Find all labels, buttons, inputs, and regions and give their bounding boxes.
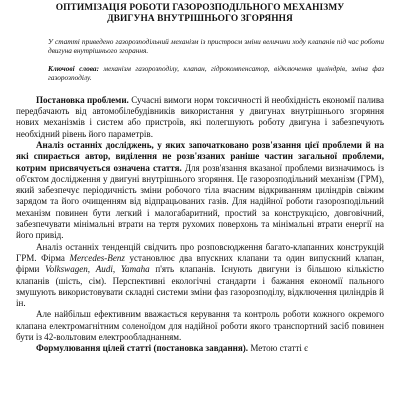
keywords-label: Ключові слова: — [48, 64, 100, 74]
keywords-text: механізм газорозподілу, клапан, гідрокомпенсатор, відключення циліндрів, зміна фаз газорозподілу. — [48, 64, 385, 83]
keywords — [16, 65, 384, 82]
trends-text-c: , — [87, 264, 96, 275]
trends-text-e: п'ять клапанів. Існують двигуни із більшою кількістю клапанів (шість, сім). Перспективні екологічні стандарти і бажання економії пального змушують використовувати складні системи зміни фаз газорозподілу, відключення циліндрів й ін. — [16, 264, 384, 309]
article-title-line-1: ОПТИМІЗАЦІЯ РОБОТИ ГАЗОРОЗПОДІЛЬНОГО МЕХАНІЗМУ — [55, 3, 345, 13]
literature-review-heading: Аналіз останніх досліджень, у яких започатковано розв'язання цієї проблеми й на які спирається автор, виділення не розв'язаних раніше частин загальної проблеми, котрим присвячується означена стаття. — [16, 140, 384, 173]
goals-text: Метою статті є — [248, 343, 309, 354]
goals-heading: Формулювання цілей статті (постановка завдання). — [36, 343, 249, 354]
trends-text-a: Аналіз останніх тенденцій свідчить про розповсюдження багато-клапанних конструкцій ГРМ. Фірма — [16, 241, 384, 263]
article-title — [16, 3, 384, 25]
brand-mercedes: Mercedes-Benz — [69, 252, 125, 263]
brand-audi: Audi — [95, 264, 113, 275]
trends-text-b: установлює два впускних клапани та один випускний клапан, фірми — [16, 252, 384, 275]
abstract: У статті приведено газорозподільний механізм із пристроєм зміни величини ходу клапанів під час роботи двигуна внутрішнього згорання. — [48, 37, 384, 55]
brand-yamaha: Yamaha — [120, 264, 150, 275]
paragraph-problem-statement — [16, 95, 384, 140]
literature-review-text: Для розв'язання вказаної проблеми визначимось із об'єктом дослідження у двигуні внутрішнього згоряння. Це газорозподільний механізм (ГРМ), який забезпечує періодичність зміни робочого тіла вчасним відкриванням циліндрів свіжим зарядом та його очищенням від відпрацьованих газів. Для надійної роботи газорозподільний механізм повинен бути легкий і малогабаритний, простий за конструкцією, довговічний, забезпечувати мінімальні втрати на тертя рухомих поверхонь та мінімальні втрати енергії на його привід. — [16, 162, 384, 241]
paragraph-goals — [16, 343, 384, 354]
trends-text-d: , — [112, 264, 121, 275]
article-title-line-2: ДВИГУНА ВНУТРІШНЬОГО ЗГОРЯННЯ — [107, 14, 293, 24]
paragraph-trends — [16, 242, 384, 310]
problem-statement-text: Сучасні вимоги норм токсичності й необхідність економії палива передбачають від автомобілебудівників використання у двигунах внутрішнього згоряння нових механізмів і систем або пристроїв, які полегшують роботу двигуна і забезпечують необхідний рівень його параметрів. — [16, 94, 384, 139]
paragraph-literature-review — [16, 140, 384, 242]
brand-volkswagen: Volkswagen — [45, 264, 88, 275]
problem-statement-heading: Постановка проблеми. — [36, 94, 129, 105]
paragraph-valve-control: Але найбільш ефективним вважається керування та контроль роботи кожного окремого клапана електромагнітним соленоїдом для надійної роботи якого транспортний засіб повинен бути із 42-вольтовим електрообладнанням. — [16, 309, 384, 343]
